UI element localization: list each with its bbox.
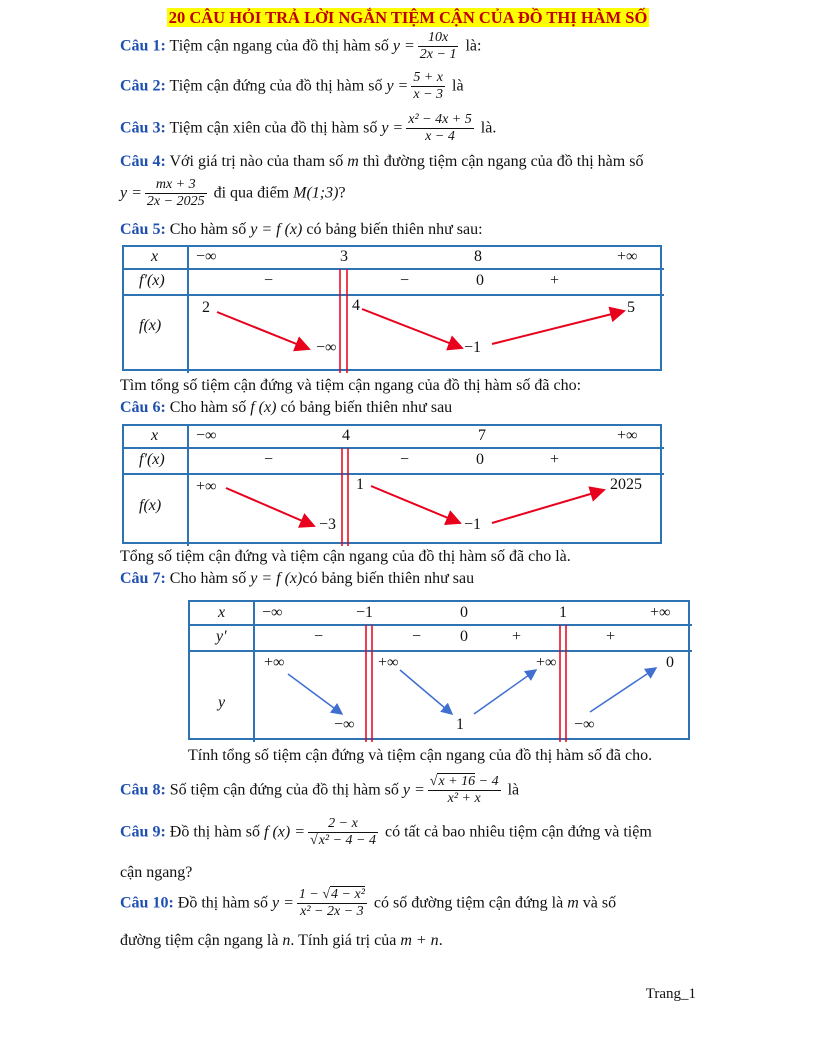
question-5-prompt: Tìm tổng số tiệm cận đứng và tiệm cận ngang của đồ thị hàm số đã cho: xyxy=(120,377,582,394)
fraction: $\frac{\text{1 − √4 − x²}}{\text{x² − 2x − 3}}$ xyxy=(298,887,365,920)
x-value: 1 xyxy=(559,604,567,621)
question-3: Câu 3: Tiệm cận xiên của đồ thị hàm số y = $\frac{\text{x² − 4x + 5}}{x - 4}$ là. xyxy=(120,112,497,145)
x-value: +∞ xyxy=(650,604,671,621)
table-header-function: f(x) xyxy=(139,497,162,514)
question-label: Câu 3: xyxy=(120,119,166,137)
question-6: Câu 6: Cho hàm số f (x) có bảng biến thiên như sau xyxy=(120,399,453,416)
table-header-x: x xyxy=(151,248,159,265)
fraction: $\frac{√x + 16 - 4}{\text{x² + x}}$ xyxy=(429,774,499,807)
page-number: Trang_1 xyxy=(645,986,696,1002)
x-value: +∞ xyxy=(617,427,638,444)
table-header-x: x xyxy=(218,604,226,621)
decreasing-arrow xyxy=(362,309,462,348)
table-header-function: f(x) xyxy=(139,317,162,334)
question-8: Câu 8: Số tiệm cận đứng của đồ thị hàm số y = $\frac{√x + 16 - 4}{\text{x² + x}}$ là xyxy=(120,774,520,807)
question-text: Tiệm cận ngang của đồ thị hàm số xyxy=(169,37,389,55)
x-value: 0 xyxy=(460,604,468,621)
question-1: Câu 1: Tiệm cận ngang của đồ thị hàm số y = $\frac{10x}{2x - 1}$ là: xyxy=(120,30,482,63)
function-value: 0 xyxy=(666,654,674,671)
x-value: −∞ xyxy=(196,427,217,444)
question-6-prompt: Tổng số tiệm cận đứng và tiệm cận ngang của đồ thị hàm số đã cho là. xyxy=(120,548,571,565)
question-9: Câu 9: Đồ thị hàm số f (x) = $\frac{2 - x}{\text{√x² − 4 − 4}}$ có tất cả bao nhiêu tiệm cận đứng và tiệm xyxy=(120,816,652,849)
question-5: Câu 5: Cho hàm số y = f (x) có bảng biến thiên như sau: xyxy=(120,221,483,238)
x-value: 3 xyxy=(340,248,348,265)
table-header-function: y xyxy=(218,694,226,711)
x-value: 7 xyxy=(478,427,486,444)
function-value: 1 xyxy=(456,716,464,733)
question-label: Câu 5: xyxy=(120,221,166,238)
function-value: 1 xyxy=(356,476,364,493)
function-value: +∞ xyxy=(196,478,217,495)
fraction: $\frac{2 - x}{\text{√x² − 4 − 4}}$ xyxy=(310,816,376,849)
question-7: Câu 7: Cho hàm số y = f (x)có bảng biến thiên như sau xyxy=(120,570,475,587)
question-label: Câu 4: xyxy=(120,153,166,170)
sign-value: − xyxy=(400,451,410,468)
x-value: −∞ xyxy=(196,248,217,265)
variation-table-7 xyxy=(188,600,690,740)
fraction: $\frac{mx + 3}{2x - 2025}$ xyxy=(146,177,205,210)
function-value: −1 xyxy=(464,516,482,533)
fraction: $\frac{5 + x}{x - 3}$ xyxy=(413,70,444,103)
question-2: Câu 2: Tiệm cận đứng của đồ thị hàm số y = $\frac{5 + x}{x - 3}$ là xyxy=(120,70,464,103)
sign-value: 0 xyxy=(476,272,484,289)
sign-value: 0 xyxy=(460,628,468,645)
decreasing-arrow xyxy=(217,312,309,349)
function-value: 4 xyxy=(352,297,360,314)
x-value: 8 xyxy=(474,248,482,265)
question-label: Câu 1: xyxy=(120,37,166,55)
question-label: Câu 9: xyxy=(120,823,166,841)
decreasing-arrow xyxy=(288,674,342,714)
sign-value: − xyxy=(412,628,422,645)
table-header-derivative: f′(x) xyxy=(139,451,165,468)
page-title: 20 CÂU HỎI TRẢ LỜI NGẮN TIỆM CẬN CỦA ĐỒ THỊ HÀM SỐ xyxy=(168,8,648,27)
function-value: 5 xyxy=(627,299,635,316)
sign-value: − xyxy=(400,272,410,289)
question-10: Câu 10: Đồ thị hàm số y = $\frac{\text{1 − √4 − x²}}{\text{x² − 2x − 3}}$ có số đường tiệm cận đứng là m và số xyxy=(120,887,617,920)
function-value: 2025 xyxy=(610,476,642,493)
table-header-x: x xyxy=(151,427,159,444)
question-10-line2: đường tiệm cận ngang là n. Tính giá trị của m + n. xyxy=(120,932,443,949)
increasing-arrow xyxy=(492,311,624,344)
question-text: Tiệm cận đứng của đồ thị hàm số xyxy=(169,77,383,95)
increasing-arrow xyxy=(590,668,656,712)
variation-table-5 xyxy=(122,245,662,371)
x-value: −∞ xyxy=(262,604,283,621)
function-value: −3 xyxy=(319,516,337,533)
table-header-derivative: y′ xyxy=(216,628,227,645)
sign-value: + xyxy=(512,628,522,645)
function-value: +∞ xyxy=(378,654,399,671)
question-label: Câu 10: xyxy=(120,894,174,912)
sign-value: − xyxy=(264,272,274,289)
question-4: Câu 4: Với giá trị nào của tham số m thì đường tiệm cận ngang của đồ thị hàm số xyxy=(120,153,644,170)
decreasing-arrow xyxy=(226,488,314,526)
function-value: −∞ xyxy=(316,339,337,356)
x-value: 4 xyxy=(342,427,350,444)
sign-value: + xyxy=(550,272,560,289)
question-7-prompt: Tính tổng số tiệm cận đứng và tiệm cận ngang của đồ thị hàm số đã cho. xyxy=(188,747,653,764)
function-value: −∞ xyxy=(574,716,595,733)
table-header-derivative: f′(x) xyxy=(139,272,165,289)
question-4-line2: y = $\frac{mx + 3}{2x - 2025}$ đi qua điểm M(1;3)? xyxy=(120,177,346,210)
increasing-arrow xyxy=(474,670,536,714)
question-label: Câu 8: xyxy=(120,781,166,799)
function-value: +∞ xyxy=(264,654,285,671)
x-value: +∞ xyxy=(617,248,638,265)
sign-value: + xyxy=(550,451,560,468)
question-9-line2: cận ngang? xyxy=(120,864,193,881)
question-label: Câu 2: xyxy=(120,77,166,95)
question-label: Câu 6: xyxy=(120,399,166,416)
function-value: −∞ xyxy=(334,716,355,733)
x-value: −1 xyxy=(356,604,374,621)
sign-value: − xyxy=(314,628,324,645)
sign-value: 0 xyxy=(476,451,484,468)
question-text: Tiệm cận xiên của đồ thị hàm số xyxy=(169,119,378,137)
variation-table-7-svg xyxy=(190,602,692,742)
increasing-arrow xyxy=(492,490,604,523)
fraction: $\frac{10x}{2x - 1}$ xyxy=(419,30,457,63)
sign-value: − xyxy=(264,451,274,468)
decreasing-arrow xyxy=(371,486,460,523)
function-value: +∞ xyxy=(536,654,557,671)
fraction: $\frac{\text{x² − 4x + 5}}{x - 4}$ xyxy=(408,112,472,145)
function-value: 2 xyxy=(202,299,210,316)
decreasing-arrow xyxy=(400,670,452,714)
question-label: Câu 7: xyxy=(120,570,166,587)
function-value: −1 xyxy=(464,339,482,356)
variation-table-6 xyxy=(122,424,662,544)
sign-value: + xyxy=(606,628,616,645)
